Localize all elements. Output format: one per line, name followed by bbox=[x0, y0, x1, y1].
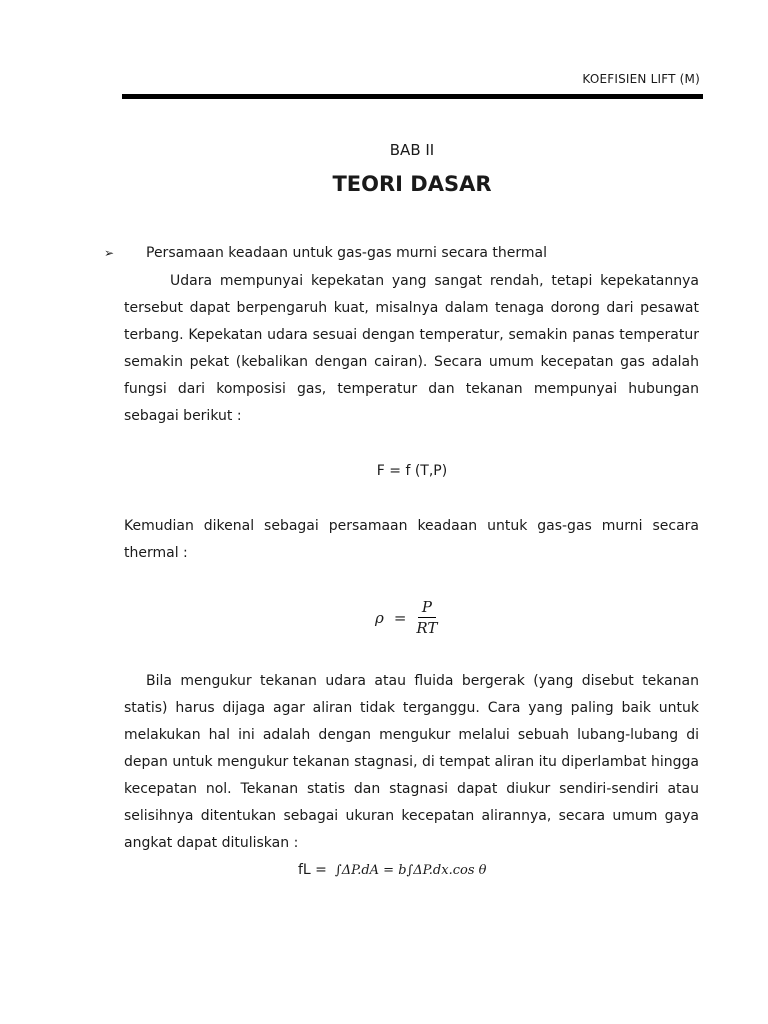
chapter-label: BAB II bbox=[389, 141, 435, 159]
equation-lift-lhs: fL = bbox=[298, 862, 327, 878]
chapter-title: TEORI DASAR bbox=[332, 172, 492, 196]
equation-density-numerator: P bbox=[418, 598, 436, 618]
equation-lift bbox=[298, 862, 486, 878]
paragraph-3: Bila mengukur tekanan udara atau fluida bergerak (yang disebut tekanan statis) harus dijaga agar aliran tidak terganggu. Cara yang paling baik untuk melakukan hal ini adalah dengan mengukur melalui sebuah lubang-lubang di depan untuk mengukur tekanan stagnasi, di tempat aliran itu diperlambat hingga kecepatan nol. Tekanan statis dan stagnasi dapat diukur sendiri-sendiri atau selisihnya ditentukan sebagai ukuran kecepatan alirannya, secara umum gaya angkat dapat dituliskan : bbox=[124, 673, 699, 851]
arrowhead-bullet-icon: ➢ bbox=[104, 246, 115, 260]
equation-lift-rhs: ∫ΔP.dA = b∫ΔP.dx.cos θ bbox=[334, 862, 487, 878]
section-heading-text: Persamaan keadaan untuk gas-gas murni secara thermal bbox=[146, 245, 547, 261]
equation-density-denominator: RT bbox=[416, 619, 438, 637]
running-header: KOEFISIEN LIFT (M) bbox=[582, 72, 700, 86]
header-rule bbox=[122, 94, 703, 99]
equation-density-fraction bbox=[416, 598, 437, 637]
paragraph-2: Kemudian dikenal sebagai persamaan keadaan untuk gas-gas murni secara thermal : bbox=[124, 518, 699, 561]
equation-state-function: F = f (T,P) bbox=[376, 463, 448, 479]
equation-density bbox=[375, 598, 437, 637]
section-heading bbox=[104, 245, 547, 261]
paragraph-1: Udara mempunyai kepekatan yang sangat rendah, tetapi kepekatannya tersebut dapat berpengaruh kuat, misalnya dalam tenaga dorong dari pesawat terbang. Kepekatan udara sesuai dengan temperatur, semakin panas temperatur semakin pekat (kebalikan dengan cairan). Secara umum kecepatan gas adalah fungsi dari komposisi gas, temperatur dan tekanan mempunyai hubungan sebagai berikut : bbox=[124, 273, 699, 424]
equation-density-equals: = bbox=[393, 608, 407, 627]
equation-density-lhs: ρ bbox=[375, 608, 384, 627]
